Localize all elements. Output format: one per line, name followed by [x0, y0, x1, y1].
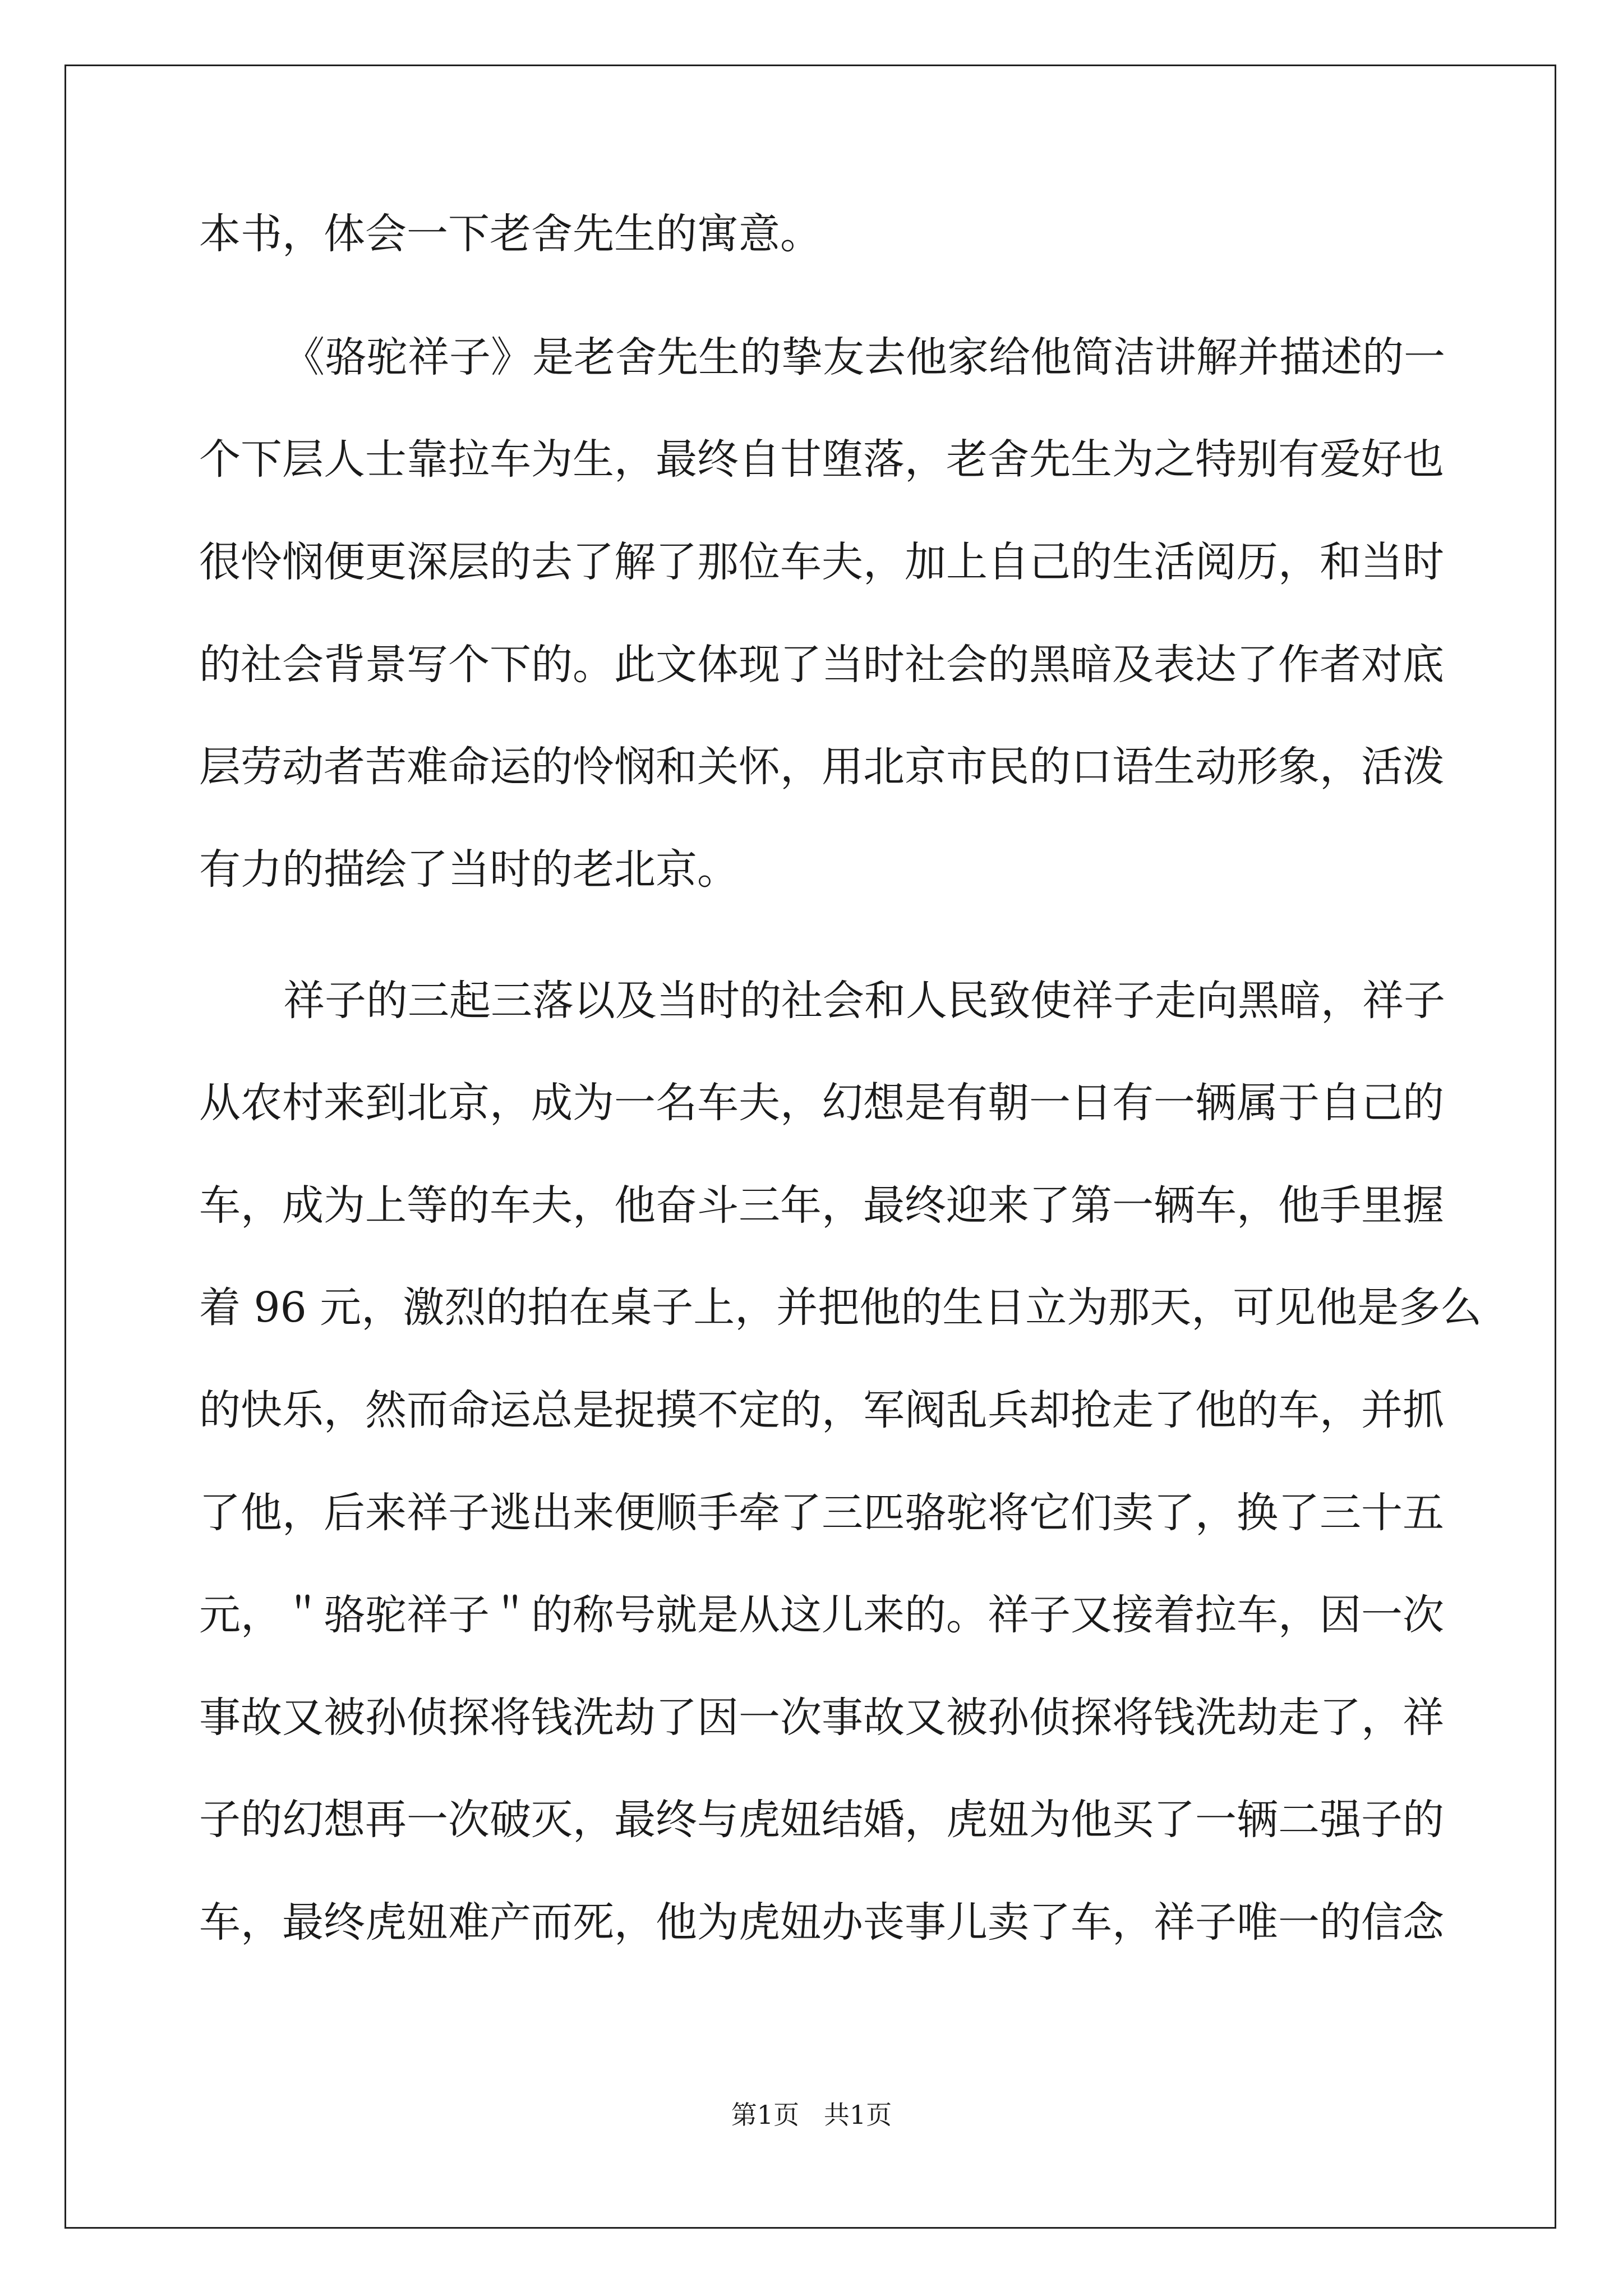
paragraph-line: 个下层人士靠拉车为生，最终自甘堕落，老舍先生为之特别有爱好也: [199, 435, 1444, 484]
paragraph-line: 很怜悯便更深层的去了解了那位车夫，加上自己的生活阅历，和当时: [199, 538, 1444, 586]
paragraph-line: 的快乐，然而命运总是捉摸不定的，军阀乱兵却抢走了他的车，并抓: [199, 1386, 1444, 1434]
page-footer: 第1页 共1页: [731, 2100, 892, 2130]
paragraph-line: 本书，体会一下老舍先生的寓意。: [199, 210, 822, 258]
paragraph-line: 车，最终虎妞难产而死，他为虎妞办丧事儿卖了车，祥子唯一的信念: [199, 1898, 1444, 1947]
paragraph-line: 层劳动者苦难命运的怜悯和关怀，用北京市民的口语生动形象，活泼: [199, 743, 1444, 791]
paragraph-line: 车，成为上等的车夫，他奋斗三年，最终迎来了第一辆车，他手里握: [199, 1181, 1444, 1230]
paragraph-line: 事故又被孙侦探将钱洗劫了因一次事故又被孙侦探将钱洗劫走了，祥: [199, 1694, 1444, 1742]
paragraph-line: 着 96 元，激烈的拍在桌子上，并把他的生日立为那天，可见他是多么: [199, 1283, 1482, 1332]
paragraph-line: 元，＂骆驼祥子＂的称号就是从这儿来的。祥子又接着拉车，因一次: [199, 1591, 1444, 1639]
paragraph-line: 的社会背景写个下的。此文体现了当时社会的黑暗及表达了作者对底: [199, 641, 1444, 689]
paragraph-line: 《骆驼祥子》是老舍先生的挚友去他家给他简洁讲解并描述的一: [283, 333, 1445, 381]
paragraph-line: 了他，后来祥子逃出来便顺手牵了三匹骆驼将它们卖了，换了三十五: [199, 1489, 1444, 1537]
paragraph-line: 有力的描绘了当时的老北京。: [199, 845, 739, 894]
paragraph-line: 从农村来到北京，成为一名车夫，幻想是有朝一日有一辆属于自己的: [199, 1079, 1444, 1127]
paragraph-line: 祥子的三起三落以及当时的社会和人民致使祥子走向黑暗，祥子: [283, 977, 1445, 1025]
paragraph-line: 子的幻想再一次破灭，最终与虎妞结婚，虎妞为他买了一辆二强子的: [199, 1796, 1444, 1844]
